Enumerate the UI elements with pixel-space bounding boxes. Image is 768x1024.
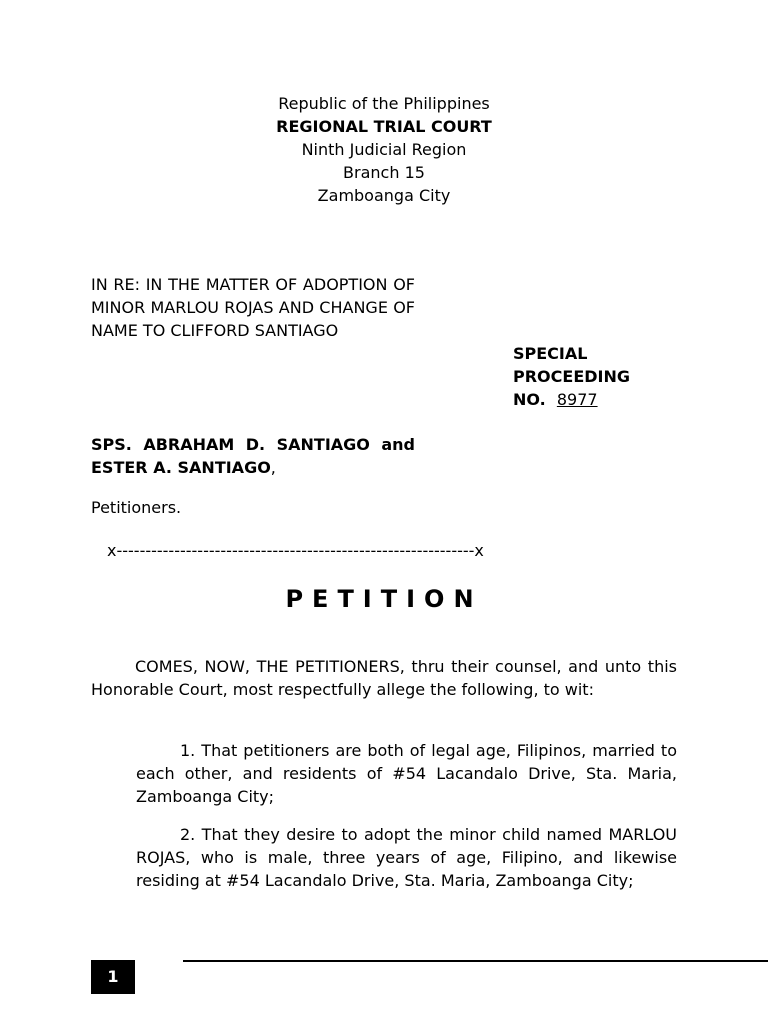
judicial-region: Ninth Judicial Region [301,140,467,159]
court-header [0,92,768,207]
footer-rule [183,960,768,962]
case-caption: IN RE: IN THE MATTER OF ADOPTION OF MINOR MARLOU ROJAS AND CHANGE OF NAME TO CLIFFORD SANTIAGO [91,275,415,340]
branch: Branch 15 [343,163,425,182]
parties [91,433,415,479]
paragraph-1: 1. That petitioners are both of legal age, Filipinos, married to each other, and residents of #54 Lacandalo Drive, Sta. Maria, Zamboanga City; [136,741,677,806]
parties-suffix: , [270,458,276,477]
case-number-line [513,388,630,411]
parties-names: SPS. ABRAHAM D. SANTIAGO and ESTER A. SANTIAGO [91,435,415,477]
republic-line: Republic of the Philippines [278,94,490,113]
no-label: NO. [513,390,546,409]
proceeding-label: PROCEEDING [513,367,631,386]
document-title: PETITION [285,585,483,613]
court-name: REGIONAL TRIAL COURT [276,117,492,136]
page-number: 1 [91,960,135,994]
caption-separator: x--------------------------------------------------------------x [107,541,484,560]
petitioners-label: Petitioners. [91,498,182,517]
intro-paragraph: COMES, NOW, THE PETITIONERS, thru their counsel, and unto this Honorable Court, most respectfully allege the following, to wit: [91,657,677,699]
case-number: 8977 [556,390,598,409]
paragraph-2: 2. That they desire to adopt the minor child named MARLOU ROJAS, who is male, three years of age, Filipino, and likewise residing at #54 Lacandalo Drive, Sta. Maria, Zamboanga City; [136,825,677,890]
special-label: SPECIAL [513,344,588,363]
special-proceeding [513,342,630,411]
city: Zamboanga City [317,186,451,205]
